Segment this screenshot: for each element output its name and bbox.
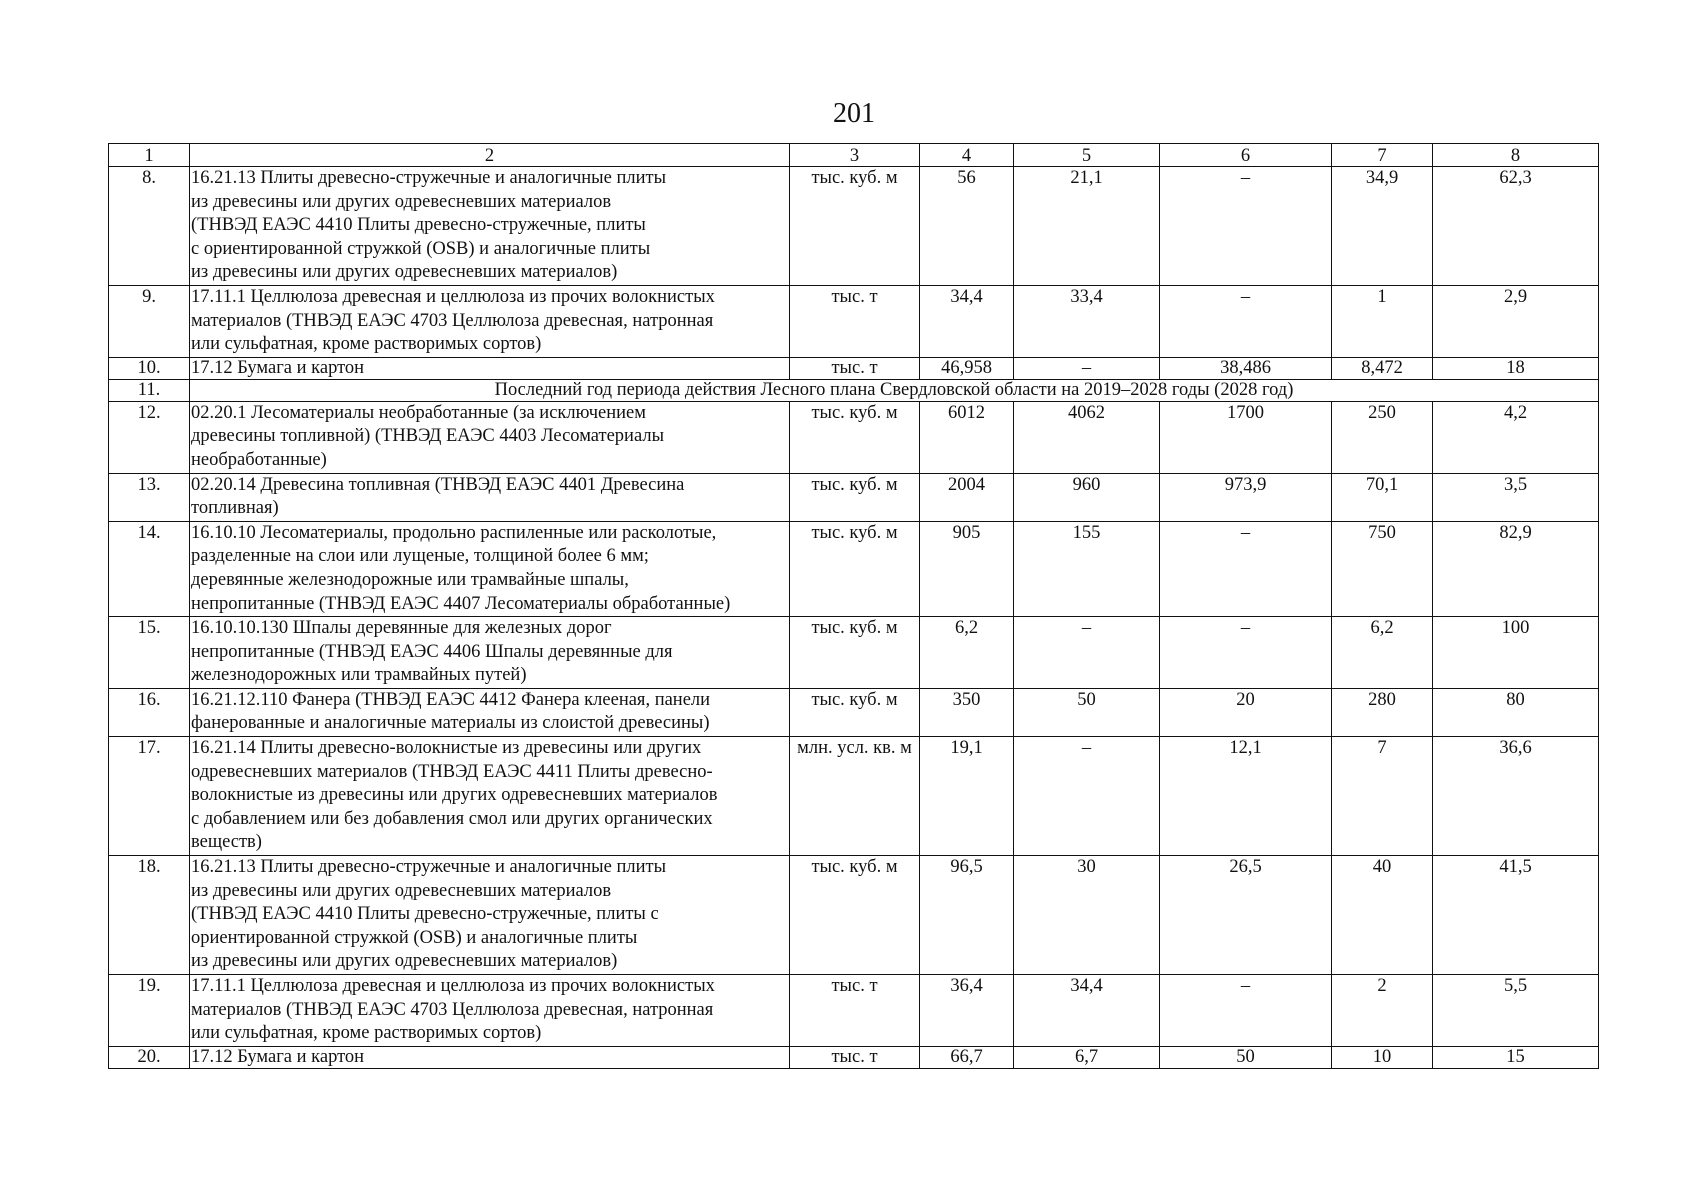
- cell-value-col-7: 1: [1332, 285, 1433, 357]
- product-name-line: или сульфатная, кроме растворимых сортов): [191, 334, 542, 355]
- product-name-line: из древесины или других одревесневших материалов): [191, 951, 618, 972]
- cell-value-col-7: 10: [1332, 1046, 1433, 1068]
- cell-unit: тыс. куб. м: [790, 473, 920, 521]
- product-name-line: 16.21.13 Плиты древесно-стружечные и аналогичные плиты: [191, 857, 666, 878]
- cell-value-col-7: 280: [1332, 688, 1433, 736]
- product-name-line: железнодорожных или трамвайных путей): [191, 665, 527, 686]
- cell-value-col-5: 50: [1014, 688, 1160, 736]
- cell-value-col-6: –: [1160, 521, 1332, 616]
- product-name-line: или сульфатная, кроме растворимых сортов): [191, 1023, 542, 1044]
- cell-unit: тыс. куб. м: [790, 401, 920, 473]
- cell-value-col-8: 5,5: [1433, 975, 1599, 1047]
- cell-value-col-5: 33,4: [1014, 285, 1160, 357]
- product-name-line: (ТНВЭД ЕАЭС 4410 Плиты древесно-стружечные, плиты: [191, 215, 646, 236]
- cell-value-col-5: –: [1014, 737, 1160, 856]
- cell-unit: тыс. т: [790, 975, 920, 1047]
- cell-value-col-7: 7: [1332, 737, 1433, 856]
- cell-unit: тыс. куб. м: [790, 856, 920, 975]
- table-row: [109, 617, 1599, 689]
- cell-number: 14.: [109, 521, 190, 616]
- page-number: 201: [833, 98, 875, 129]
- product-name-line: одревесневших материалов (ТНВЭД ЕАЭС 4411 Плиты древесно-: [191, 761, 713, 782]
- cell-number: 11.: [109, 379, 190, 401]
- product-name-line: веществ): [191, 832, 262, 853]
- table-row: [109, 167, 1599, 286]
- data-table: [108, 143, 1599, 1069]
- product-name-line: топливная): [191, 498, 279, 519]
- header-cell: 8: [1433, 144, 1599, 167]
- cell-product-name: [190, 856, 790, 975]
- cell-value-col-5: 4062: [1014, 401, 1160, 473]
- header-cell: 2: [190, 144, 790, 167]
- table-row: [109, 285, 1599, 357]
- product-name-line: 16.21.13 Плиты древесно-стружечные и аналогичные плиты: [191, 168, 666, 188]
- product-name-line: 17.12 Бумага и картон: [191, 357, 365, 378]
- product-name-line: материалов (ТНВЭД ЕАЭС 4703 Целлюлоза древесная, натронная: [191, 310, 714, 331]
- product-name-line: 16.21.14 Плиты древесно-волокнистые из древесины или других: [191, 738, 702, 759]
- product-name-line: 02.20.14 Древесина топливная (ТНВЭД ЕАЭС 4401 Древесина: [191, 474, 685, 495]
- product-name-line: 16.10.10.130 Шпалы деревянные для железных дорог: [191, 618, 612, 639]
- cell-value-col-8: 41,5: [1433, 856, 1599, 975]
- cell-product-name: [190, 737, 790, 856]
- cell-unit: тыс. т: [790, 285, 920, 357]
- cell-value-col-7: 250: [1332, 401, 1433, 473]
- cell-value-col-7: 34,9: [1332, 167, 1433, 286]
- product-name-line: 02.20.1 Лесоматериалы необработанные (за исключением: [191, 402, 646, 423]
- cell-value-col-6: 26,5: [1160, 856, 1332, 975]
- cell-value-col-5: 34,4: [1014, 975, 1160, 1047]
- cell-value-col-8: 2,9: [1433, 285, 1599, 357]
- cell-value-col-8: 82,9: [1433, 521, 1599, 616]
- cell-number: 12.: [109, 401, 190, 473]
- product-name-line: непропитанные (ТНВЭД ЕАЭС 4406 Шпалы деревянные для: [191, 641, 673, 662]
- cell-number: 13.: [109, 473, 190, 521]
- cell-value-col-6: 20: [1160, 688, 1332, 736]
- table-row: [109, 737, 1599, 856]
- cell-unit: тыс. т: [790, 357, 920, 379]
- cell-value-col-5: 30: [1014, 856, 1160, 975]
- table-row: [109, 357, 1599, 379]
- product-name-line: 17.11.1 Целлюлоза древесная и целлюлоза из прочих волокнистых: [191, 976, 715, 996]
- cell-value-col-6: –: [1160, 285, 1332, 357]
- cell-value-col-7: 40: [1332, 856, 1433, 975]
- product-name-line: волокнистые из древесины или других одревесневших материалов: [191, 785, 718, 806]
- cell-product-name: [190, 617, 790, 689]
- cell-value-col-8: 18: [1433, 357, 1599, 379]
- product-name-line: деревянные железнодорожные или трамвайные шпалы,: [191, 569, 629, 590]
- section-title: Последний год периода действия Лесного плана Свердловской области на 2019–2028 годы (2028 год): [190, 379, 1599, 401]
- table-row: [109, 521, 1599, 616]
- cell-value-col-8: 36,6: [1433, 737, 1599, 856]
- header-cell: 7: [1332, 144, 1433, 167]
- cell-value-col-8: 62,3: [1433, 167, 1599, 286]
- cell-product-name: [190, 285, 790, 357]
- table-header-row: [109, 144, 1599, 167]
- product-name-line: 16.21.12.110 Фанера (ТНВЭД ЕАЭС 4412 Фанера клееная, панели: [191, 689, 711, 710]
- header-cell: 3: [790, 144, 920, 167]
- cell-number: 9.: [109, 285, 190, 357]
- cell-number: 20.: [109, 1046, 190, 1068]
- cell-unit: тыс. куб. м: [790, 167, 920, 286]
- table-row: [109, 975, 1599, 1047]
- cell-number: 16.: [109, 688, 190, 736]
- header-cell: 1: [109, 144, 190, 167]
- header-cell: 4: [920, 144, 1014, 167]
- cell-value-col-5: 6,7: [1014, 1046, 1160, 1068]
- cell-value-col-4: 96,5: [920, 856, 1014, 975]
- cell-value-col-4: 56: [920, 167, 1014, 286]
- cell-product-name: [190, 357, 790, 379]
- cell-product-name: [190, 1046, 790, 1068]
- cell-value-col-8: 100: [1433, 617, 1599, 689]
- cell-number: 17.: [109, 737, 190, 856]
- cell-value-col-7: 70,1: [1332, 473, 1433, 521]
- product-name-line: непропитанные (ТНВЭД ЕАЭС 4407 Лесоматериалы обработанные): [191, 593, 731, 614]
- cell-value-col-6: 12,1: [1160, 737, 1332, 856]
- cell-product-name: [190, 401, 790, 473]
- cell-number: 19.: [109, 975, 190, 1047]
- product-name-line: разделенные на слои или лущеные, толщиной более 6 мм;: [191, 546, 649, 567]
- product-name-line: ориентированной стружкой (OSB) и аналогичные плиты: [191, 927, 638, 948]
- cell-number: 15.: [109, 617, 190, 689]
- cell-value-col-8: 4,2: [1433, 401, 1599, 473]
- cell-unit: тыс. т: [790, 1046, 920, 1068]
- cell-value-col-7: 6,2: [1332, 617, 1433, 689]
- header-cell: 5: [1014, 144, 1160, 167]
- cell-value-col-5: –: [1014, 357, 1160, 379]
- cell-number: 18.: [109, 856, 190, 975]
- header-cell: 6: [1160, 144, 1332, 167]
- cell-value-col-8: 15: [1433, 1046, 1599, 1068]
- cell-product-name: [190, 975, 790, 1047]
- cell-value-col-4: 34,4: [920, 285, 1014, 357]
- product-name-line: (ТНВЭД ЕАЭС 4410 Плиты древесно-стружечные, плиты с: [191, 904, 659, 925]
- cell-value-col-4: 6,2: [920, 617, 1014, 689]
- product-name-line: материалов (ТНВЭД ЕАЭС 4703 Целлюлоза древесная, натронная: [191, 999, 714, 1020]
- product-name-line: из древесины или других одревесневших материалов): [191, 262, 618, 283]
- cell-product-name: [190, 521, 790, 616]
- cell-value-col-5: –: [1014, 617, 1160, 689]
- cell-value-col-4: 350: [920, 688, 1014, 736]
- cell-value-col-6: 38,486: [1160, 357, 1332, 379]
- cell-value-col-6: 50: [1160, 1046, 1332, 1068]
- cell-unit: тыс. куб. м: [790, 521, 920, 616]
- cell-value-col-4: 6012: [920, 401, 1014, 473]
- cell-value-col-5: 155: [1014, 521, 1160, 616]
- cell-value-col-8: 80: [1433, 688, 1599, 736]
- cell-number: 10.: [109, 357, 190, 379]
- cell-value-col-8: 3,5: [1433, 473, 1599, 521]
- cell-value-col-6: 1700: [1160, 401, 1332, 473]
- cell-value-col-4: 19,1: [920, 737, 1014, 856]
- cell-value-col-6: –: [1160, 167, 1332, 286]
- cell-product-name: [190, 167, 790, 286]
- product-name-line: древесины топливной) (ТНВЭД ЕАЭС 4403 Лесоматериалы: [191, 426, 664, 447]
- cell-value-col-7: 8,472: [1332, 357, 1433, 379]
- table-body: [109, 144, 1599, 1069]
- product-name-line: 17.11.1 Целлюлоза древесная и целлюлоза из прочих волокнистых: [191, 286, 715, 307]
- cell-number: 8.: [109, 167, 190, 286]
- table-row: [109, 401, 1599, 473]
- cell-value-col-5: 21,1: [1014, 167, 1160, 286]
- product-name-line: с ориентированной стружкой (OSB) и аналогичные плиты: [191, 238, 651, 259]
- cell-value-col-4: 2004: [920, 473, 1014, 521]
- product-name-line: с добавлением или без добавления смол или других органических: [191, 808, 713, 829]
- section-row: [109, 379, 1599, 401]
- product-name-line: 17.12 Бумага и картон: [191, 1046, 365, 1067]
- cell-value-col-4: 905: [920, 521, 1014, 616]
- product-name-line: 16.10.10 Лесоматериалы, продольно распиленные или расколотые,: [191, 522, 717, 543]
- cell-value-col-6: –: [1160, 617, 1332, 689]
- cell-product-name: [190, 473, 790, 521]
- cell-unit: тыс. куб. м: [790, 617, 920, 689]
- table-row: [109, 473, 1599, 521]
- product-name-line: из древесины или других одревесневших материалов: [191, 191, 612, 212]
- cell-product-name: [190, 688, 790, 736]
- cell-value-col-5: 960: [1014, 473, 1160, 521]
- cell-value-col-6: –: [1160, 975, 1332, 1047]
- cell-unit: тыс. куб. м: [790, 688, 920, 736]
- table-row: [109, 856, 1599, 975]
- cell-value-col-4: 36,4: [920, 975, 1014, 1047]
- cell-value-col-6: 973,9: [1160, 473, 1332, 521]
- table-row: [109, 688, 1599, 736]
- product-name-line: необработанные): [191, 449, 327, 470]
- cell-value-col-4: 66,7: [920, 1046, 1014, 1068]
- product-name-line: из древесины или других одревесневших материалов: [191, 880, 612, 901]
- cell-unit: млн. усл. кв. м: [790, 737, 920, 856]
- cell-value-col-7: 2: [1332, 975, 1433, 1047]
- product-name-line: фанерованные и аналогичные материалы из слоистой древесины): [191, 713, 710, 734]
- cell-value-col-7: 750: [1332, 521, 1433, 616]
- table-row: [109, 1046, 1599, 1068]
- cell-value-col-4: 46,958: [920, 357, 1014, 379]
